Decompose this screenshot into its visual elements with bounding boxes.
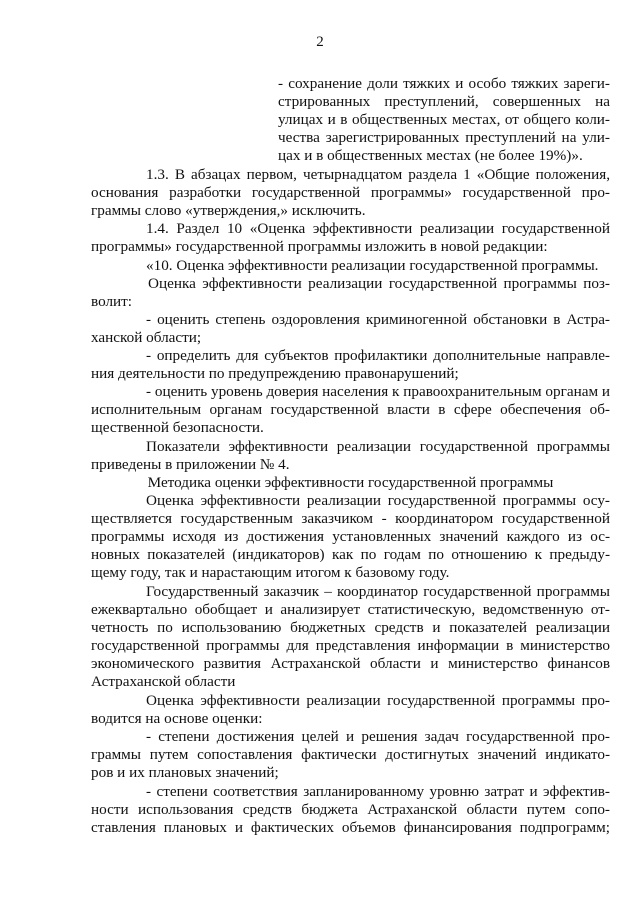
- list-item-line: ности использования средств бюджета Астраханской области путем сопо-: [91, 801, 610, 818]
- list-item-line: ров и их плановых значений;: [91, 764, 279, 781]
- paragraph-line: программы исходя из достижения установленных значений каждого из ос-: [91, 528, 610, 545]
- quote-line: улицах и в общественных местах, от общего коли-: [278, 111, 610, 128]
- list-item-line: - степени достижения целей и решения задач государственной про-: [146, 728, 610, 745]
- paragraph-line: волит:: [91, 293, 133, 310]
- paragraph-line: Астраханской области: [91, 673, 236, 690]
- paragraph-line: новных показателей (индикаторов) как по годам по отношению к предыду-: [91, 546, 610, 563]
- paragraph-line: экономического развития Астраханской области и министерство финансов: [91, 655, 610, 672]
- paragraph-line: ществляется государственным заказчиком - координатором государственной: [91, 510, 610, 527]
- paragraph-line: Оценка эффективности реализации государственной программы осу-: [146, 492, 610, 509]
- list-item-line: - степени соответствия запланированному уровню затрат и эффектив-: [146, 783, 610, 800]
- paragraph-line: Показатели эффективности реализации государственной программы: [146, 438, 610, 455]
- paragraph-line: Оценка эффективности реализации государственной программы поз-: [148, 275, 610, 292]
- paragraph-line: водится на основе оценки:: [91, 710, 263, 727]
- quote-line: цах и в общественных местах (не более 19%)».: [278, 147, 583, 164]
- list-item-line: граммы путем сопоставления фактически достигнутых значений индикато-: [91, 746, 610, 763]
- list-item-line: ханской области;: [91, 329, 202, 346]
- paragraph-line: граммы слово «утверждения,» исключить.: [91, 202, 366, 219]
- paragraph-line: государственной программы для представления информации в министерство: [91, 637, 610, 654]
- list-item-line: исполнительным органам государственной власти в сфере обеспечения об-: [91, 401, 610, 418]
- list-item-line: ния деятельности по предупреждению правонарушений;: [91, 365, 459, 382]
- list-item-line: - определить для субъектов профилактики дополнительные направле-: [146, 347, 610, 364]
- list-item-line: - оценить уровень доверия населения к правоохранительным органам и: [146, 383, 610, 400]
- paragraph-line: 1.4. Раздел 10 «Оценка эффективности реализации государственной: [146, 220, 610, 237]
- paragraph-line: программы» государственной программы изложить в новой редакции:: [91, 238, 548, 255]
- quote-line: - сохранение доли тяжких и особо тяжких зареги-: [278, 75, 610, 92]
- paragraph-line: приведены в приложении № 4.: [91, 456, 290, 473]
- list-item-line: ставления плановых и фактических объемов финансирования подпрограмм;: [91, 819, 610, 836]
- page-number: 2: [316, 34, 324, 50]
- paragraph-line: основания разработки государственной программы» государственной про-: [91, 184, 610, 201]
- paragraph-line: Государственный заказчик – координатор государственной программы: [146, 583, 610, 600]
- paragraph-line: Оценка эффективности реализации государственной программы про-: [146, 692, 610, 709]
- paragraph-line: четность по использованию бюджетных средств и показателей реализации: [91, 619, 610, 636]
- list-item-line: щественной безопасности.: [91, 419, 264, 436]
- subsection-heading: Методика оценки эффективности государственной программы: [147, 474, 554, 491]
- quote-line: чества зарегистрированных преступлений на ули-: [278, 129, 610, 146]
- paragraph-line: щему году, так и нарастающим итогом к базовому году.: [91, 564, 450, 581]
- paragraph-line: 1.3. В абзацах первом, четырнадцатом раздела 1 «Общие положения,: [146, 166, 610, 183]
- quote-line: стрированных преступлений, совершенных на: [278, 93, 610, 110]
- paragraph-line: ежеквартально обобщает и анализирует статистическую, ведомственную от-: [91, 601, 610, 618]
- list-item-line: - оценить степень оздоровления криминогенной обстановки в Астра-: [146, 311, 610, 328]
- section-heading: «10. Оценка эффективности реализации государственной программы.: [146, 257, 599, 274]
